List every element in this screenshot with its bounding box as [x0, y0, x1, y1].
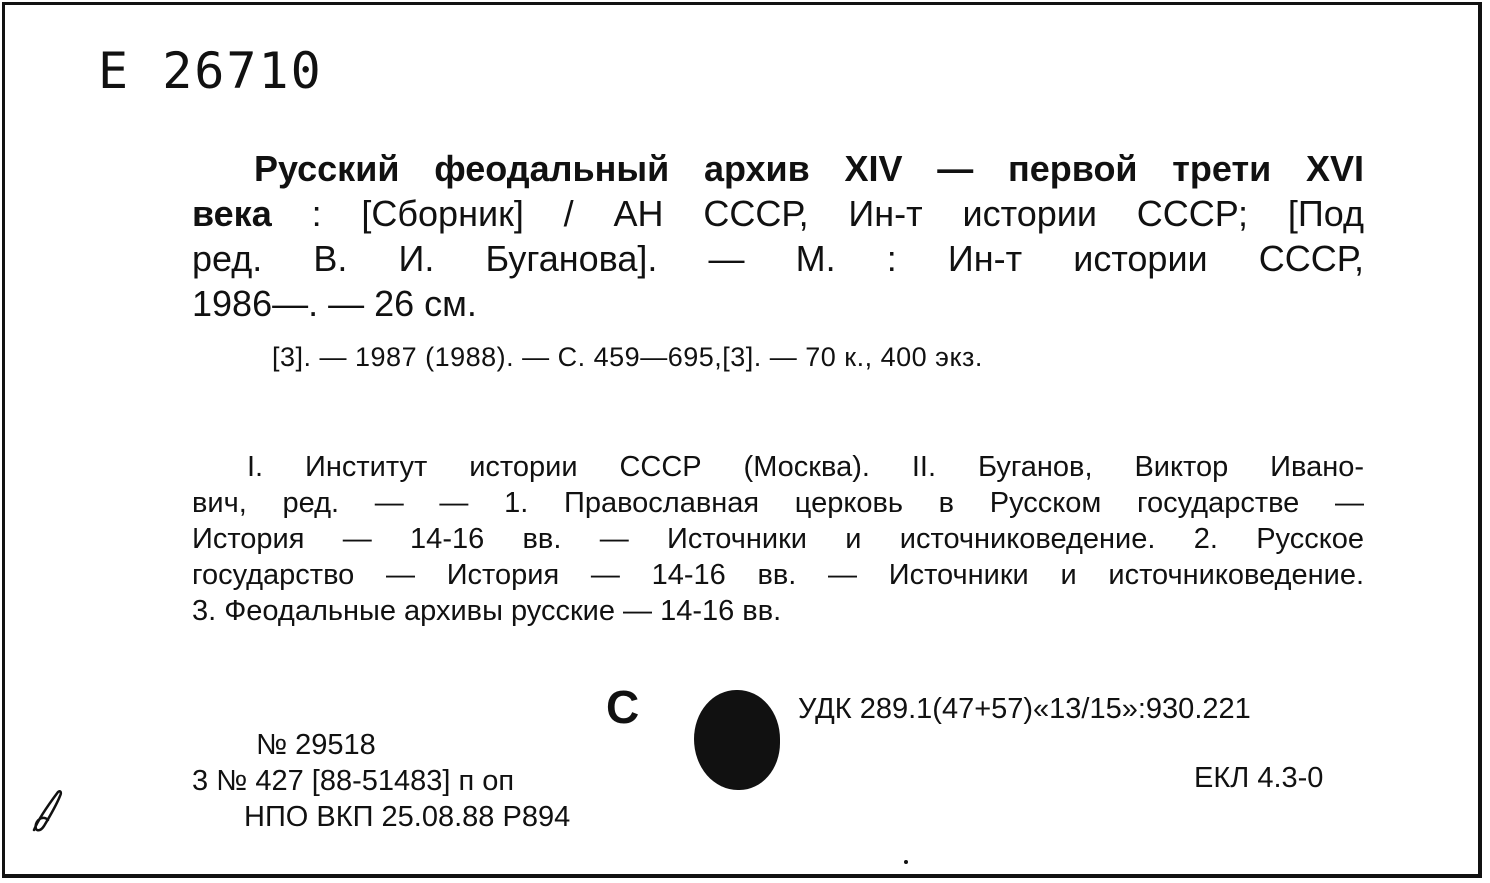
title-line-4: 1986—. — 26 см. [192, 283, 477, 324]
title-line-2 [192, 191, 1364, 236]
subjects-line-3: История — 14-16 вв. — Источники и источниковедение. 2. Русское [192, 523, 1364, 555]
title-line-2-rest: : [Сборник] / АН СССР, Ин-т истории СССР; [Под [271, 193, 1364, 234]
subject-headings [192, 449, 1364, 629]
ink-dot-mark [694, 690, 780, 790]
title-line-1: Русский феодальный архив XIV — первой трети XVI [254, 148, 1364, 189]
mark-c: С [606, 681, 640, 733]
imprint-number: № 29518 [256, 729, 376, 761]
title-line-2-bold: века [192, 193, 272, 234]
subjects-line-4: государство — История — 14-16 вв. — Источники и источниковедение. [192, 559, 1364, 591]
call-number: Е 26710 [98, 42, 323, 100]
imprint-publisher-date: НПО ВКП 25.08.88 Р894 [244, 801, 571, 833]
volume-description: [3]. — 1987 (1988). — С. 459—695,[3]. — 70 к., 400 экз. [272, 342, 983, 372]
bibliographic-title [192, 146, 1364, 326]
title-line-3: ред. В. И. Буганова]. — М. : Ин-т истории СССР, [192, 238, 1364, 279]
speck [904, 860, 908, 864]
subjects-line-1: I. Институт истории СССР (Москва). II. Буганов, Виктор Ивано- [247, 451, 1364, 483]
subjects-line-2: вич, ред. — — 1. Православная церковь в Русском государстве — [192, 487, 1364, 519]
subjects-line-5: 3. Феодальные архивы русские — 14-16 вв. [192, 595, 782, 627]
ekl-code: ЕКЛ 4.3-0 [1194, 762, 1324, 794]
imprint-order: 3 № 427 [88-51483] п оп [192, 765, 515, 797]
handwritten-mark-icon [28, 786, 68, 836]
udk-code: УДК 289.1(47+57)«13/15»:930.221 [798, 693, 1251, 725]
